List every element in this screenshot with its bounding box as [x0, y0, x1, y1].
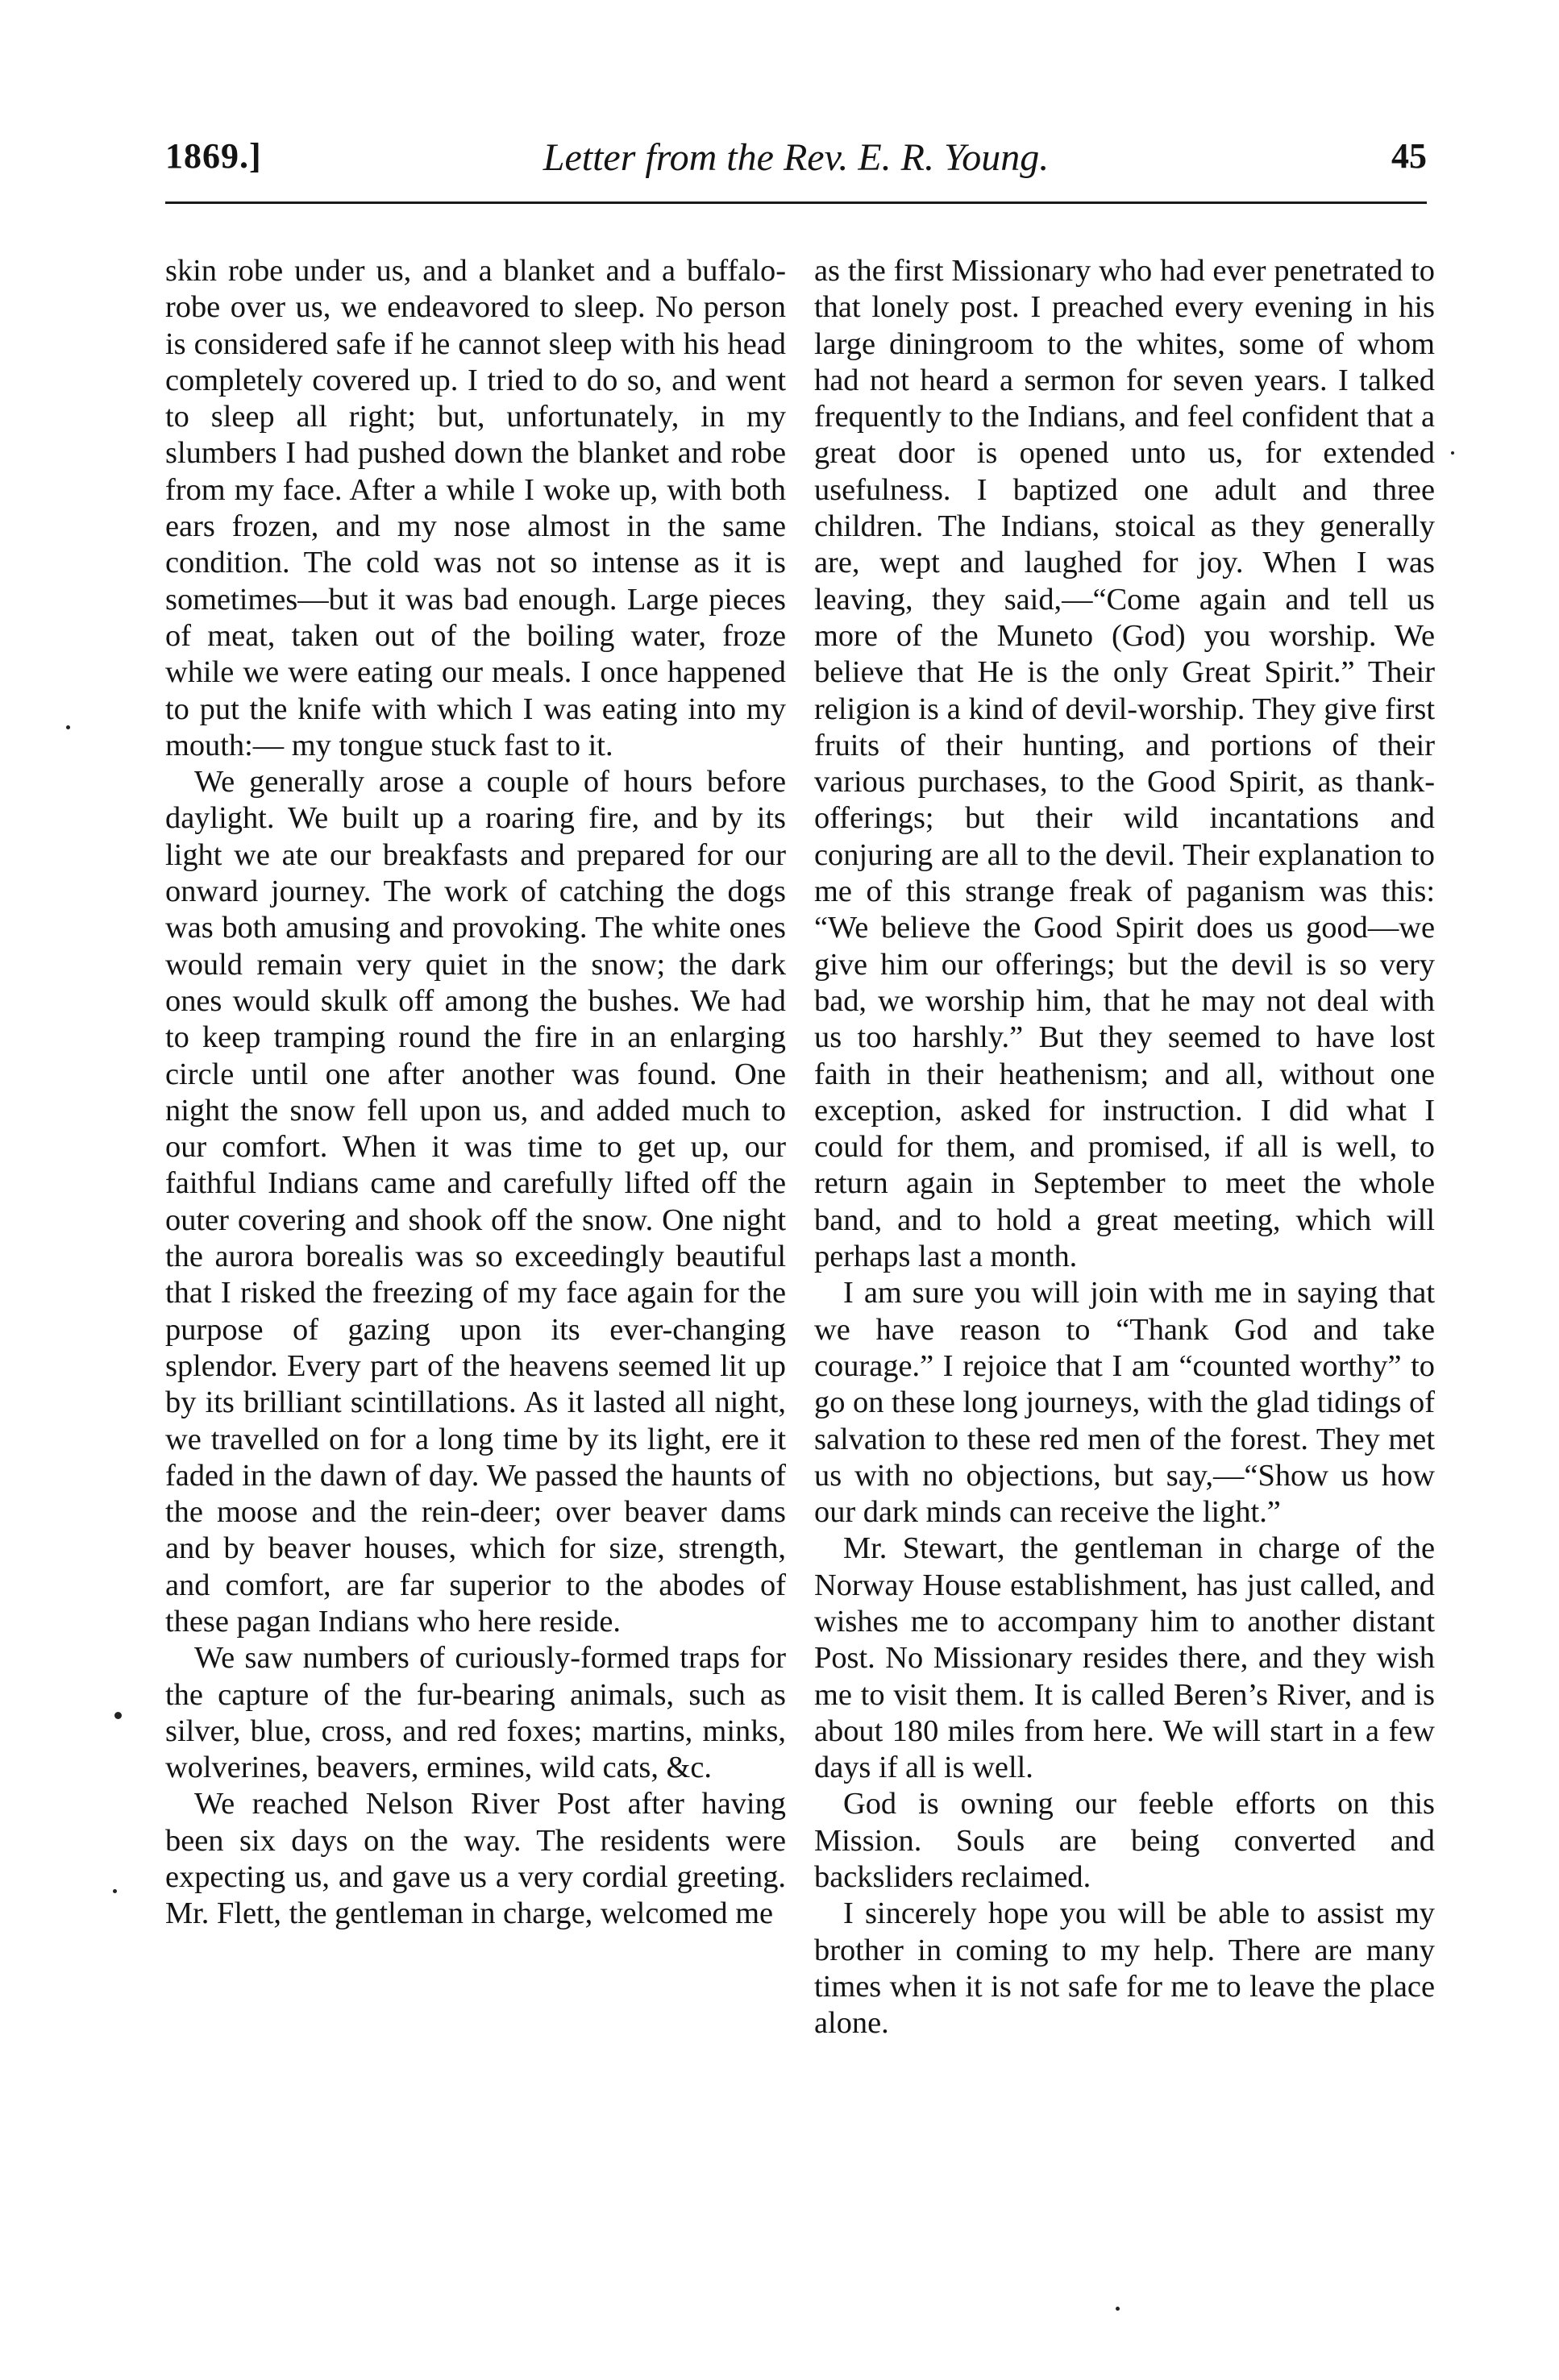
right-paragraph: I sincerely hope you will be able to assist my brother in coming to my help. There are many times when it is not safe for me to leave the place alone. [814, 1896, 1435, 2041]
right-paragraph: Mr. Stewart, the gentleman in charge of the Norway House establishment, has just called, and wishes me to accompany him to another distant Post. No Missionary resides there, and they wish me to visit them. It is called Beren’s River, and is about 180 miles from here. We will start in a few days if all is well. [814, 1531, 1435, 1785]
left-column [165, 253, 786, 2316]
right-paragraph: as the first Missionary who had ever penetrated to that lonely post. I preached every evening in his large diningroom to the whites, some of whom had not heard a sermon for seven years. I talked frequently to the Indians, and feel confident that a great door is opened unto us, for extended usefulness. I baptized one adult and three children. The Indians, stoical as they generally are, wept and laughed for joy. When I was leaving, they said,—“Come again and tell us more of the Muneto (God) you worship. We believe that He is the only Great Spirit.” Their religion is a kind of devil-worship. They give first fruits of their hunting, and portions of their various purchases, to the Good Spirit, as thank-offerings; but their wild incantations and conjuring are all to the devil. Their explanation to me of this strange freak of paganism was this: “We believe the Good Spirit does us good—we give him our offerings; but the devil is so very bad, we worship him, that he may not deal with us too harshly.” But they seemed to have lost faith in their heathenism; and all, without one exception, asked for instruction. I did what I could for them, and promised, if all is well, to return again in September to meet the whole band, and to hold a great meeting, which will perhaps last a month. [814, 254, 1435, 1274]
margin-speck [114, 1712, 122, 1719]
header-rule [165, 201, 1427, 204]
left-paragraph: We reached Nelson River Post after having been six days on the way. The residents were expecting us, and gave us a very cordial greeting. Mr. Flett, the gentleman in charge, welcomed me [165, 1787, 786, 1931]
left-paragraph: skin robe under us, and a blanket and a buffalo-robe over us, we endeavored to sleep. No person is considered safe if he cannot sleep with his head completely covered up. I tried to do so, and went to sleep all right; but, unfortunately, in my slumbers I had pushed down the blanket and robe from my face. After a while I woke up, with both ears frozen, and my nose almost in the same condition. The cold was not so intense as it is sometimes—but it was bad enough. Large pieces of meat, taken out of the boiling water, froze while we were eating our meals. I once happened to put the knife with which I was eating into my mouth:— my tongue stuck fast to it. [165, 254, 786, 762]
left-paragraph: We generally arose a couple of hours before daylight. We built up a roaring fire, and by its light we ate our breakfasts and prepared for our onward journey. The work of catching the dogs was both amusing and provoking. The white ones would remain very quiet in the snow; the dark ones would skulk off among the bushes. We had to keep tramping round the fire in an enlarging circle until one after another was found. One night the snow fell upon us, and added much to our comfort. When it was time to get up, our faithful Indians came and carefully lifted off the outer covering and shook off the snow. One night the aurora borealis was so exceedingly beautiful that I risked the freezing of my face again for the purpose of gazing upon its ever-changing splendor. Every part of the heavens seemed lit up by its brilliant scintillations. As it lasted all night, we travelled on for a long time by its light, ere it faded in the dawn of day. We passed the haunts of the moose and the rein-deer; over beaver dams and by beaver houses, which for size, strength, and comfort, are far superior to the abodes of these pagan Indians who here reside. [165, 765, 786, 1639]
right-column [814, 253, 1435, 2316]
header-year: 1869.] [165, 136, 262, 176]
margin-speck [113, 1889, 117, 1893]
margin-speck [66, 725, 70, 729]
margin-speck [1116, 2307, 1120, 2311]
left-paragraph: We saw numbers of curiously-formed traps for the capture of the fur-bearing animals, such as silver, blue, cross, and red foxes; martins, minks, wolverines, beavers, ermines, wild cats, &c. [165, 1641, 786, 1785]
right-paragraph: I am sure you will join with me in saying that we have reason to “Thank God and take courage.” I rejoice that I am “counted worthy” to go on these long journeys, with the glad tidings of salvation to these red men of the forest. They met us with no objections, but say,—“Show us how our dark minds can receive the light.” [814, 1276, 1435, 1530]
page-number: 45 [1391, 136, 1427, 176]
right-paragraph: God is owning our feeble efforts on this Mission. Souls are being converted and backsliders reclaimed. [814, 1787, 1435, 1895]
running-header [165, 135, 1427, 184]
margin-speck [1451, 451, 1454, 455]
header-title: Letter from the Rev. E. R. Young. [543, 136, 1050, 179]
